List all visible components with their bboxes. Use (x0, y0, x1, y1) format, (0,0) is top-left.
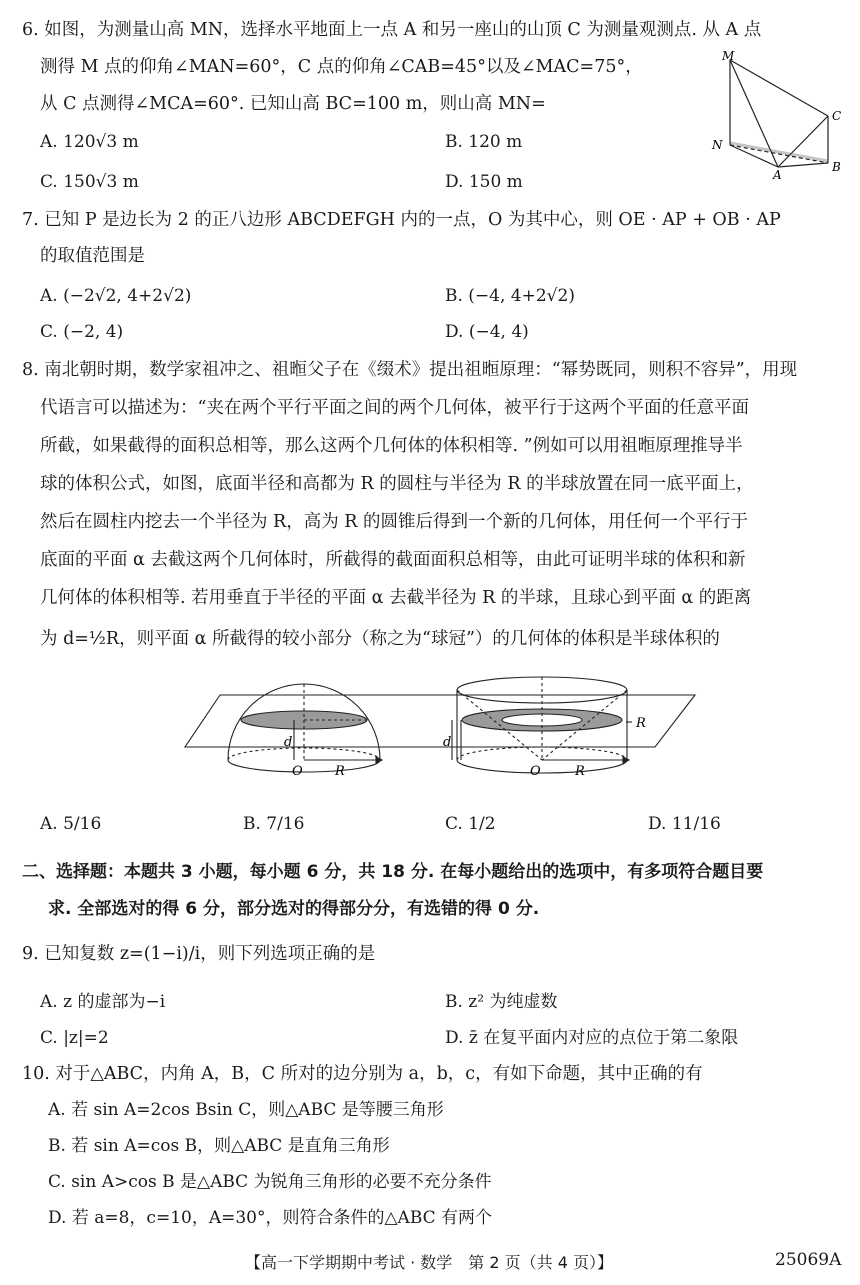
q6-option-b: B. 120 m (445, 132, 523, 152)
q10-option-d: D. 若 a=8，c=10，A=30°，则符合条件的△ABC 有两个 (48, 1208, 493, 1228)
label-c: C (832, 109, 842, 123)
label-o-right: O (530, 764, 541, 779)
q6-option-d: D. 150 m (445, 172, 523, 192)
q6-option-a: A. 120√3 m (40, 132, 139, 152)
exam-code: 25069A (775, 1250, 842, 1270)
q8-option-c: C. 1/2 (445, 814, 496, 834)
q8-option-a: A. 5/16 (40, 814, 102, 834)
q10-option-b: B. 若 sin A=cos B，则△ABC 是直角三角形 (48, 1136, 390, 1156)
q6-line-3: 从 C 点测得∠MCA=60°. 已知山高 BC=100 m，则山高 MN= (40, 94, 546, 114)
label-r-side: R (636, 716, 646, 731)
label-d-left: d (284, 735, 293, 750)
label-d-right: d (443, 735, 452, 750)
page-footer-title: 【高一下学期期中考试 · 数学 第 2 页（共 4 页）】 (245, 1253, 613, 1272)
ab-line (778, 163, 828, 167)
label-a: A (773, 168, 782, 180)
q7-line-1: 7. 已知 P 是边长为 2 的正八边形 ABCDEFGH 内的一点，O 为其中心，则 OE · AP + OB · AP (22, 210, 781, 230)
label-o-left: O (292, 764, 303, 779)
q8-line-5: 然后在圆柱内挖去一个半径为 R，高为 R 的圆锥后得到一个新的几何体，用任何一个平行于 (40, 512, 749, 532)
q7-option-a: A. (−2√2, 4+2√2) (40, 286, 192, 306)
hemisphere-base-front (228, 760, 380, 772)
q7-option-c: C. (−2, 4) (40, 322, 124, 342)
section-2-header-line-1: 二、选择题：本题共 3 小题，每小题 6 分，共 18 分. 在每小题给出的选项中，有多项符合题目要 (22, 862, 764, 882)
q8-line-3: 所截，如果截得的面积总相等，那么这两个几何体的体积相等. ”例如可以用祖暅原理推导半 (40, 436, 743, 456)
q9-line: 9. 已知复数 z=(1−i)/i，则下列选项正确的是 (22, 944, 376, 964)
q8-hemisphere-cylinder-figure (180, 660, 700, 785)
q8-line-8: 为 d=½R，则平面 α 所截得的较小部分（称之为“球冠”）的几何体的体积是半球体积的 (40, 629, 720, 649)
nb-dashed-line (730, 145, 828, 163)
q9-option-b: B. z² 为纯虚数 (445, 992, 558, 1012)
label-r-right: R (575, 764, 585, 779)
cylinder-base-back (457, 747, 627, 760)
label-b: B (832, 160, 841, 174)
section-2-header-line-2: 求. 全部选对的得 6 分，部分选对的得部分分，有选错的得 0 分. (48, 899, 540, 919)
q8-line-7: 几何体的体积相等. 若用垂直于半径的平面 α 去截半径为 R 的半球，且球心到平面 α 的距离 (40, 588, 752, 608)
mc-line (730, 60, 828, 116)
q8-line-2: 代语言可以描述为：“夹在两个平行平面之间的两个几何体，被平行于这两个平面的任意平面 (40, 398, 749, 418)
q10-option-c: C. sin A>cos B 是△ABC 为锐角三角形的必要不充分条件 (48, 1172, 492, 1192)
q10-option-a: A. 若 sin A=2cos Bsin C，则△ABC 是等腰三角形 (48, 1100, 444, 1120)
cylinder-base-front (457, 760, 627, 773)
q6-option-c: C. 150√3 m (40, 172, 139, 192)
q8-line-6: 底面的平面 α 去截这两个几何体时，所截得的截面面积总相等，由此可证明半球的体积和新 (40, 550, 746, 570)
q8-line-4: 球的体积公式，如图，底面半径和高都为 R 的圆柱与半径为 R 的半球放置在同一底平面上， (40, 474, 754, 494)
label-r-left: R (335, 764, 345, 779)
q9-option-a: A. z 的虚部为−i (40, 992, 166, 1012)
q8-option-b: B. 7/16 (243, 814, 305, 834)
label-n: N (712, 138, 723, 152)
q8-option-d: D. 11/16 (648, 814, 721, 834)
q7-option-b: B. (−4, 4+2√2) (445, 286, 575, 306)
q6-line-1: 6. 如图，为测量山高 MN，选择水平地面上一点 A 和另一座山的山顶 C 为测量观测点. 从 A 点 (22, 20, 762, 40)
q6-line-2: 测得 M 点的仰角∠MAN=60°，C 点的仰角∠CAB=45°以及∠MAC=75°， (40, 57, 643, 77)
label-m: M (722, 49, 735, 63)
q8-line-1: 8. 南北朝时期，数学家祖冲之、祖暅父子在《缀术》提出祖暅原理：“幂势既同，则积不容异”，用现 (22, 360, 798, 380)
q7-option-d: D. (−4, 4) (445, 322, 529, 342)
q9-option-c: C. |z|=2 (40, 1028, 109, 1048)
q7-line-2: 的取值范围是 (40, 246, 145, 266)
q9-option-d: D. z̄ 在复平面内对应的点位于第二象限 (445, 1028, 739, 1048)
q6-mountain-figure (700, 48, 850, 180)
q10-line: 10. 对于△ABC，内角 A，B，C 所对的边分别为 a，b，c，有如下命题，其中正确的有 (22, 1064, 703, 1084)
